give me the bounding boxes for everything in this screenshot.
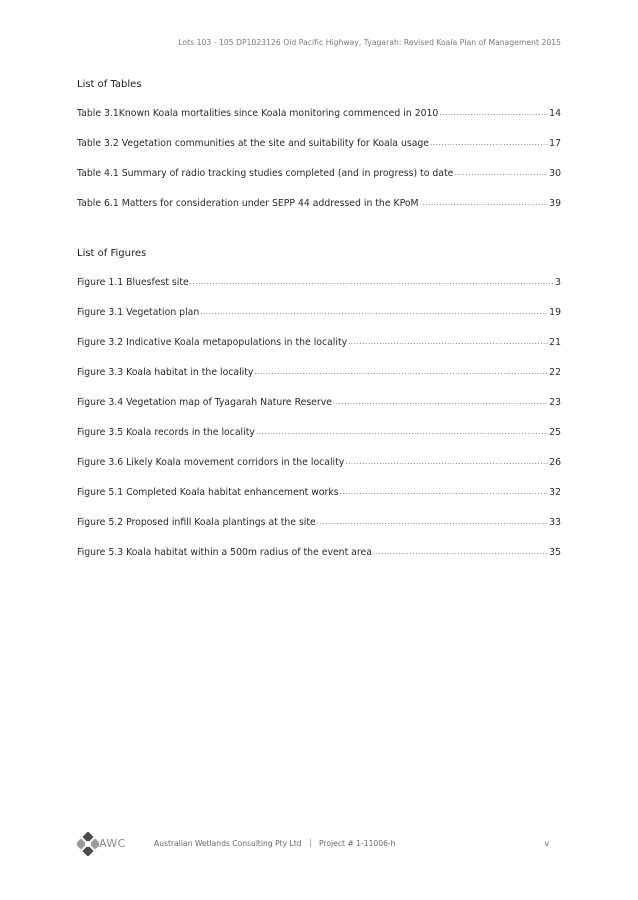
toc-entry-page: 32 [549, 487, 561, 498]
dot-leader [345, 455, 548, 469]
toc-entry-table-6-1[interactable] [77, 197, 561, 211]
toc-entry-figure-5-1[interactable] [77, 486, 561, 500]
dot-leader [333, 395, 548, 409]
toc-entry-page: 23 [549, 397, 561, 408]
toc-entry-figure-3-1[interactable] [77, 306, 561, 320]
page-number: v [544, 839, 549, 848]
logo-text: AWC [99, 837, 126, 850]
dot-leader [190, 275, 554, 289]
toc-entry-label: Figure 5.3 Koala habitat within a 500m radius of the event area [77, 547, 372, 558]
toc-entry-page: 17 [549, 138, 561, 149]
toc-entry-table-3-2[interactable] [77, 137, 561, 151]
toc-entry-label: Figure 1.1 Bluesfest site [77, 277, 189, 288]
toc-entry-label: Figure 3.4 Vegetation map of Tyagarah Nature Reserve [77, 397, 332, 408]
dot-leader [454, 166, 548, 180]
toc-entry-figure-3-2[interactable] [77, 336, 561, 350]
toc-entry-figure-3-4[interactable] [77, 396, 561, 410]
awc-logo [77, 832, 137, 856]
toc-entry-page: 21 [549, 337, 561, 348]
awc-logo-icon [77, 832, 99, 856]
dot-leader [200, 305, 548, 319]
toc-entry-table-4-1[interactable] [77, 167, 561, 181]
toc-entry-label: Figure 3.6 Likely Koala movement corridors in the locality [77, 457, 345, 468]
dot-leader [439, 106, 548, 120]
toc-entry-label: Figure 3.1 Vegetation plan [77, 307, 200, 318]
toc-entry-table-3-1[interactable] [77, 107, 561, 121]
footer-separator: | [309, 838, 312, 847]
dot-leader [256, 425, 548, 439]
toc-entry-page: 33 [549, 517, 561, 528]
dot-leader [348, 335, 548, 349]
toc-entry-page: 35 [549, 547, 561, 558]
footer-company: Australian Wetlands Consulting Pty Ltd [154, 839, 302, 848]
page-footer [77, 832, 549, 856]
list-of-tables-heading: List of Tables [77, 79, 142, 90]
running-header: Lots 103 - 105 DP1023126 Old Pacific Highway, Tyagarah: Revised Koala Plan of Management 2015 [178, 38, 561, 47]
toc-entry-label: Figure 3.3 Koala habitat in the locality [77, 367, 254, 378]
dot-leader [373, 545, 548, 559]
toc-entry-label: Table 3.1Known Koala mortalities since Koala monitoring commenced in 2010 [77, 108, 439, 119]
toc-entry-figure-5-2[interactable] [77, 516, 561, 530]
toc-entry-label: Table 6.1 Matters for consideration under SEPP 44 addressed in the KPoM [77, 198, 419, 209]
toc-entry-page: 30 [549, 168, 561, 179]
toc-entry-page: 22 [549, 367, 561, 378]
toc-entry-label: Figure 5.2 Proposed infill Koala plantings at the site [77, 517, 316, 528]
toc-entry-label: Figure 3.5 Koala records in the locality [77, 427, 255, 438]
toc-entry-label: Table 3.2 Vegetation communities at the site and suitability for Koala usage [77, 138, 430, 149]
toc-entry-figure-1-1[interactable] [77, 276, 561, 290]
toc-entry-label: Figure 5.1 Completed Koala habitat enhancement works [77, 487, 339, 498]
toc-entry-page: 3 [555, 277, 561, 288]
list-of-figures-heading: List of Figures [77, 248, 147, 259]
dot-leader [420, 196, 549, 210]
toc-entry-figure-5-3[interactable] [77, 546, 561, 560]
footer-project: Project # 1-11006-h [319, 839, 396, 848]
list-of-figures-section [77, 247, 561, 261]
toc-entry-figure-3-6[interactable] [77, 456, 561, 470]
toc-entry-page: 14 [549, 108, 561, 119]
toc-entry-page: 39 [549, 198, 561, 209]
dot-leader [430, 136, 548, 150]
toc-entry-page: 26 [549, 457, 561, 468]
toc-entry-label: Figure 3.2 Indicative Koala metapopulations in the locality [77, 337, 348, 348]
dot-leader [340, 485, 549, 499]
list-of-tables-section [77, 78, 561, 92]
dot-leader [317, 515, 548, 529]
toc-entry-page: 25 [549, 427, 561, 438]
toc-entry-page: 19 [549, 307, 561, 318]
toc-entry-figure-3-3[interactable] [77, 366, 561, 380]
dot-leader [254, 365, 548, 379]
toc-entry-figure-3-5[interactable] [77, 426, 561, 440]
toc-entry-label: Table 4.1 Summary of radio tracking studies completed (and in progress) to date [77, 168, 454, 179]
